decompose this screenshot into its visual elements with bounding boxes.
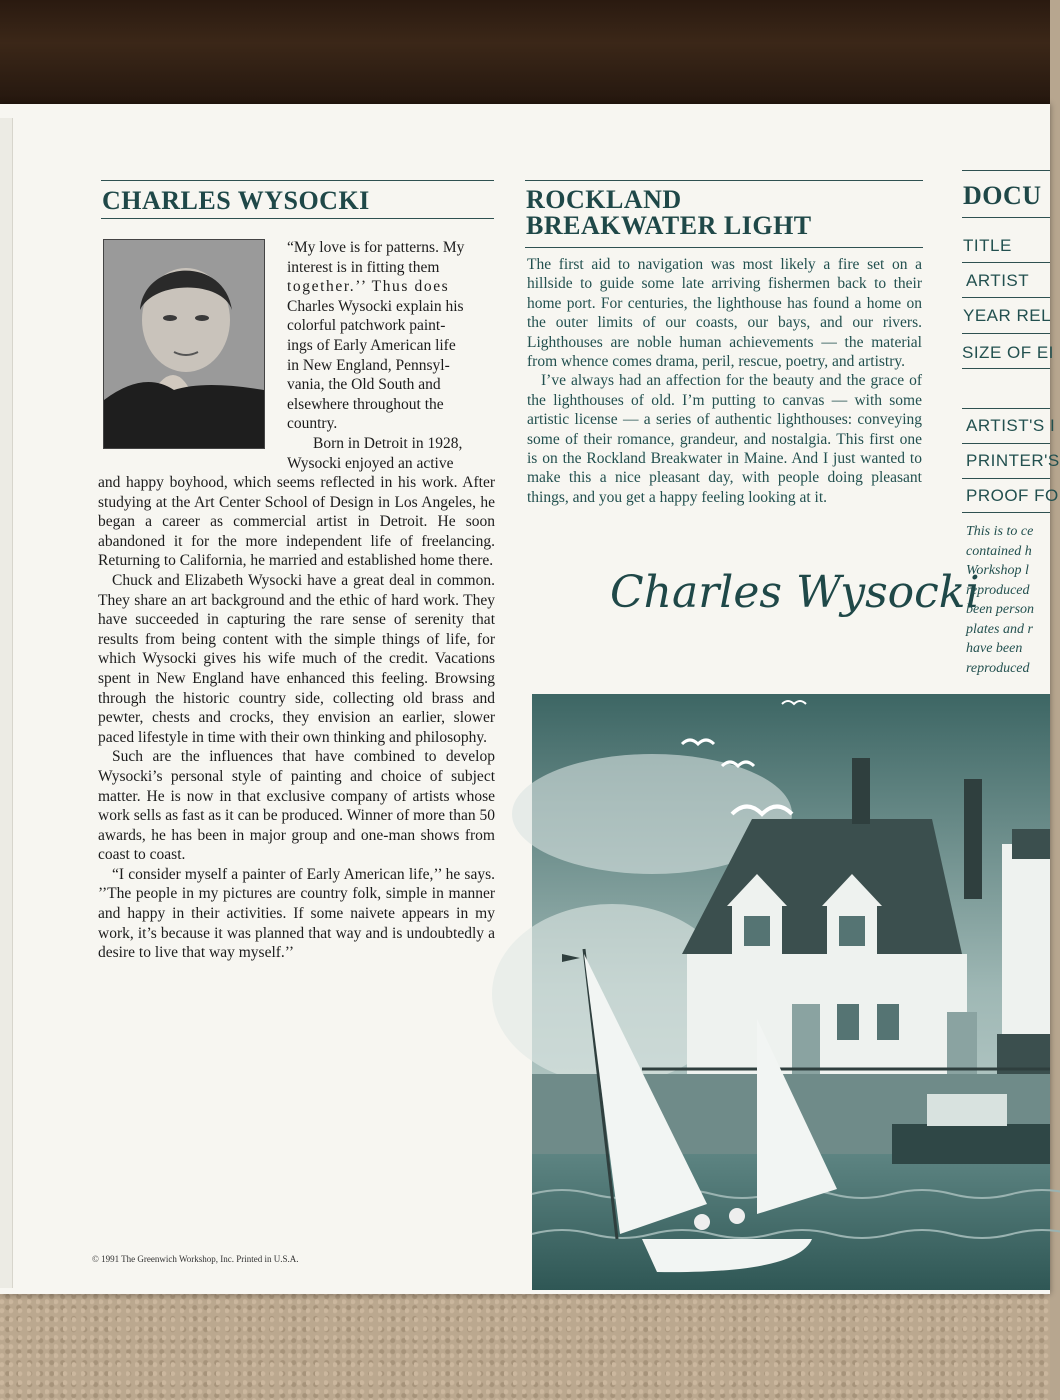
intro-line: “My love is for patterns. My — [287, 239, 465, 256]
intro-line: in New England, Pennsyl- — [287, 356, 450, 374]
chimney — [964, 779, 982, 899]
intro-line: colorful patchwork paint- — [287, 317, 446, 335]
field-label-size: SIZE OF EI — [962, 343, 1054, 362]
heading-top-rule — [101, 180, 494, 181]
bio-paragraph-3: Such are the influences that have combined to develop Wysocki’s personal style of painting and choice of subject matter. He is now in that exclusive company of artists whose work sells as fast as it can be produced. Winner of more than 50 awards, he has been in major group and one-man shows from coast to coast. — [98, 748, 495, 864]
certification-line: been person — [966, 602, 1035, 617]
chimney — [852, 758, 870, 824]
field-rule — [962, 512, 1050, 513]
field-label-year: YEAR REL — [963, 306, 1052, 325]
bio-body — [98, 473, 495, 963]
wooden-table-background — [0, 0, 1050, 108]
artist-heading: CHARLES WYSOCKI — [102, 186, 370, 215]
intro-line: ings of Early American life — [287, 336, 456, 354]
field-label-title: TITLE — [963, 236, 1012, 255]
intro-line: elsewhere throughout the — [287, 395, 444, 413]
artist-portrait-photo — [103, 239, 265, 449]
intro-line: interest is in fitting them — [287, 258, 440, 276]
sheet-left-edge — [0, 118, 13, 1288]
lantern-gallery — [1012, 829, 1050, 859]
field-rule — [962, 478, 1050, 479]
window — [744, 916, 770, 946]
intro-line: Charles Wysocki explain his — [287, 297, 464, 315]
field-label-artists-proof: ARTIST'S I — [966, 416, 1056, 435]
signature-text: Charles Wysocki — [610, 567, 980, 618]
documentation-heading: DOCU — [963, 181, 1042, 210]
essay-paragraph-1: The first aid to navigation was most likely a fire set on a hillside to guide some late arriving fishermen back to their home port. For centuries, the lighthouse has found a home on the outer limits of our coasts, our bays, and our rivers. Lighthouses are noble human achievements — the material from whence comes drama, peril, rescue, poetry, and artistry. — [527, 256, 922, 371]
bio-paragraph-4: “I consider myself a painter of Early American life,’’ he says. ’’The people in my pictures are country folk, simple in manner and happy in their activities. If some naivete appears in my work, it’s because it was planned that way and is undoubtedly a desire to live that way myself.’’ — [98, 865, 495, 962]
field-label-proof-for: PROOF FO — [966, 486, 1059, 505]
certification-line: reproduced — [966, 582, 1030, 598]
intro-line: together.’’ Thus does — [287, 278, 450, 296]
house-wall — [687, 954, 967, 1074]
lighthouse-essay — [527, 255, 922, 507]
certification-line: Workshop l — [966, 563, 1029, 578]
field-label-artist: ARTIST — [966, 271, 1030, 290]
bio-paragraph-2: Chuck and Elizabeth Wysocki have a great deal in common. They share an art background and the ethic of hard work. They have succeeded in capturing the rare sense of serenity that results from being content with the simple things of life, for which Wysocki gives his wife much of the credit. Vacations spent in New England have enhanced this feeling. Browsing through the historic country side, collecting old brass and pewter, chests and crocks, they envision an earlier, slower paced lifestyle in time with their own thinking and philosophy. — [98, 571, 495, 746]
field-rule — [962, 262, 1050, 263]
right-heading-bottom-rule — [962, 217, 1050, 218]
sailor — [694, 1214, 710, 1230]
window — [877, 1004, 899, 1040]
door — [792, 1004, 820, 1074]
carpet-background — [0, 1290, 1050, 1400]
sailor — [729, 1208, 745, 1224]
intro-line: Born in Detroit in 1928, — [313, 434, 463, 452]
field-label-printers-proof: PRINTER'S — [966, 451, 1060, 470]
certification-line: have been — [966, 641, 1023, 656]
window — [839, 916, 865, 946]
certification-line: reproduced — [966, 660, 1030, 676]
fishing-boat — [892, 1124, 1050, 1164]
field-rule — [962, 297, 1050, 298]
portrait-silhouette — [104, 240, 264, 448]
artist-signature — [610, 552, 980, 632]
intro-line: country. — [287, 415, 338, 433]
heading-bottom-rule — [101, 218, 494, 219]
window — [837, 1004, 859, 1040]
field-rule — [962, 443, 1050, 444]
painting-title-line-1: ROCKLAND — [526, 185, 682, 214]
intro-line: Wysocki enjoyed an active — [287, 454, 454, 472]
door — [947, 1012, 977, 1074]
certification-line: This is to ce — [966, 524, 1034, 539]
certification-line: contained h — [966, 543, 1032, 559]
essay-paragraph-2: I’ve always had an affection for the beauty and the grace of the lighthouses of old. I’m putting to canvas — with some artistic license — a series of authentic lighthouses: conveying some of their romance, grandeur, and nostalgia. This first one is on the Rockland Breakwater in Maine. And I just wanted to make this a nice pleasant day, with people doing pleasant things, and you get a happy feeling looking at it. — [527, 372, 922, 506]
middle-heading-bottom-rule — [525, 247, 923, 248]
copyright-notice: © 1991 The Greenwich Workshop, Inc. Printed in U.S.A. — [92, 1254, 299, 1264]
certification-statement — [966, 522, 1050, 678]
certification-line: plates and r — [966, 621, 1033, 637]
middle-heading-top-rule — [525, 180, 923, 181]
painting-title-line-2: BREAKWATER LIGHT — [526, 211, 812, 240]
boat-cabin — [927, 1094, 1007, 1126]
right-heading-top-rule — [962, 170, 1050, 171]
bio-intro-block — [287, 238, 494, 473]
intro-line: vania, the Old South and — [287, 376, 441, 394]
field-rule — [962, 368, 1050, 369]
lighthouse-painting-reproduction — [532, 694, 1050, 1290]
bio-paragraph-1-continued: and happy boyhood, which seems reflected in his work. After studying at the Art Center School of Design in Los Angeles, he began a career as commercial artist in Detroit. He soon abandoned it for the more independent life of freelancing. Returning to California, he married and established home there. — [98, 474, 495, 570]
field-rule — [962, 408, 1050, 409]
field-rule — [962, 333, 1050, 334]
